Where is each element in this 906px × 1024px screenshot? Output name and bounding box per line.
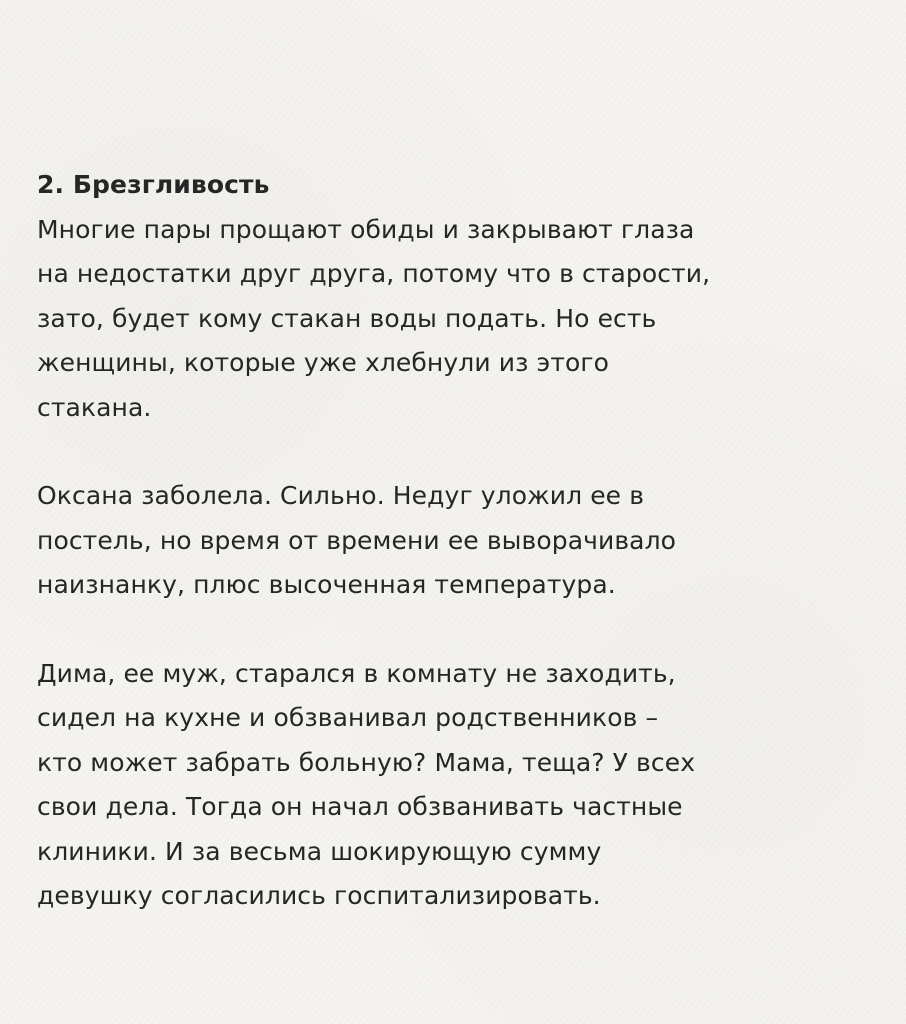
text-line: клиники. И за весьма шокирующую сумму bbox=[37, 836, 602, 866]
paragraph-spacer bbox=[37, 608, 877, 652]
paragraph-2 bbox=[37, 474, 877, 608]
article-body bbox=[37, 163, 877, 919]
section-heading: 2. Брезгливость bbox=[37, 170, 270, 199]
text-line: женщины, которые уже хлебнули из этого bbox=[37, 348, 610, 377]
paragraph-1 bbox=[37, 208, 877, 431]
text-line: сидел на кухне и обзванивал родственников – bbox=[37, 703, 659, 732]
text-line: свои дела. Тогда он начал обзванивать частные bbox=[37, 792, 683, 821]
text-line: Многие пары прощают обиды и закрывают глаза bbox=[37, 214, 695, 244]
text-line: кто может забрать больную? Мама, теща? У всех bbox=[37, 747, 696, 777]
text-line: стакана. bbox=[37, 392, 152, 422]
paragraph-spacer bbox=[37, 430, 877, 474]
text-line: на недостатки друг друга, потому что в старости, bbox=[37, 259, 711, 288]
paragraph-3 bbox=[37, 652, 877, 919]
text-line: Дима, ее муж, старался в комнату не заходить, bbox=[37, 658, 676, 688]
text-line: девушку согласились госпитализировать. bbox=[37, 881, 601, 910]
text-line: Оксана заболела. Сильно. Недуг уложил ее в bbox=[37, 481, 645, 510]
text-line: постель, но время от времени ее выворачивало bbox=[37, 525, 677, 555]
text-line: наизнанку, плюс высоченная температура. bbox=[37, 570, 616, 599]
text-line: зато, будет кому стакан воды подать. Но есть bbox=[37, 303, 657, 333]
